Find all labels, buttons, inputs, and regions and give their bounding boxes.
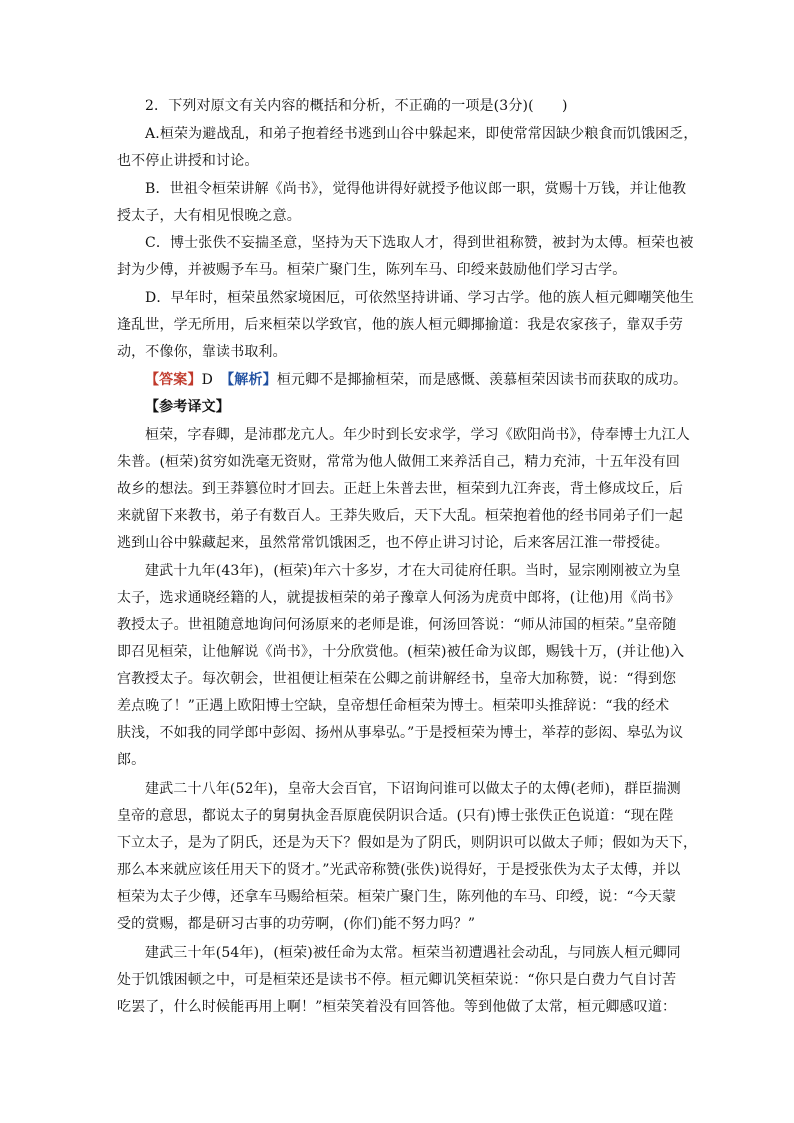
p3-line-6: 受的赏赐，都是研习古事的功劳啊，(你们)能不努力吗？” [117,916,476,932]
p3-line-2: 皇帝的意思，都说太子的舅舅执金吾原鹿侯阴识合适。(只有)博士张佚正色说道：“现在陛 [117,808,674,824]
option-b-line-2: 授太子，大有相见恨晚之意。 [117,208,301,224]
p1-line-2: 朱普。(桓荣)贫穷如洗毫无资财，常常为他人做佣工来养活自己，精力充沛，十五年没有回 [117,454,681,470]
answer-line [145,370,697,390]
p2-line-8: 郎。 [117,752,146,768]
p4-line-1: 建武三十年(54年)，(桓荣)被任命为太常。桓荣当初遭遇社会动乱，与同族人桓元卿同 [145,945,681,961]
option-d-line-2: 逢乱世，学无所用，后来桓荣以学致官，他的族人桓元卿揶揄道：我是农家孩子，靠双手劳 [117,317,683,333]
option-c-line-1: C．博士张佚不妄揣圣意，坚持为天下选取人才，得到世祖称赞，被封为太傅。桓荣也被 [145,235,694,251]
p1-line-1: 桓荣，字春卿，是沛郡龙亢人。年少时到长安求学，学习《欧阳尚书》，侍奉博士九江人 [145,427,690,443]
translation-heading: 【参考译文】 [145,399,230,415]
answer-value: D [201,372,213,388]
p4-line-2: 处于饥饿困顿之中，可是桓荣还是读书不停。桓元卿讥笑桓荣说：“你只是白费力气自讨苦 [117,972,677,988]
option-a-line-2: 也不停止讲授和讨论。 [117,153,259,169]
p1-line-5: 逃到山谷中躲藏起来，虽然常常饥饿困乏，也不停止讲习讨论，后来客居江淮一带授徒。 [117,535,669,551]
answer-tag: 【答案】 [145,372,202,388]
p1-line-3: 故乡的想法。到王莽篡位时才回去。正赶上朱普去世，桓荣到九江奔丧，背土修成坟丘，后 [117,481,683,497]
p2-line-7: 肤浅，不如我的同学郎中彭闳、扬州从事皋弘。”于是授桓荣为博士，举荐的彭闳、皋弘为议 [117,725,684,741]
question-stem: 2．下列对原文有关内容的概括和分析，不正确的一项是(3分)( ) [145,98,568,114]
p1-line-4: 来就留下来教书，弟子有数百人。王莽失败后，天下大乱。桓荣抱着他的经书同弟子们一起 [117,508,683,524]
p3-line-1: 建武二十八年(52年)，皇帝大会百官，下诏询问谁可以做太子的太傅(老师)，群臣揣测 [145,781,681,797]
p4-line-3: 吃罢了，什么时候能再用上啊！”桓荣笑着没有回答他。等到他做了太常，桓元卿感叹道： [117,999,677,1015]
p3-line-3: 下立太子，是为了阴氏，还是为天下？假如是为了阴氏，则阴识可以做太子师；假如为天下， [117,835,698,851]
p2-line-3: 教授太子。世祖随意地询问何汤原来的老师是谁，何汤回答说：“师从沛国的桓荣。”皇帝随 [117,617,677,633]
option-d-line-1: D．早年时，桓荣虽然家境困厄，可依然坚持讲诵、学习古学。他的族人桓元卿嘲笑他生 [145,290,695,306]
p2-line-6: 差点晚了！”正遇上欧阳博士空缺，皇帝想任命桓荣为博士。桓荣叩头推辞说：“我的经术 [117,698,670,714]
option-c-line-2: 封为少傅，并被赐予车马。桓荣广聚门生，陈列车马、印绶来鼓励他们学习古学。 [117,262,627,278]
option-b-line-1: B．世祖令桓荣讲解《尚书》，觉得他讲得好就授予他议郎一职，赏赐十万钱，并让他教 [145,181,687,197]
analysis-tag: 【解析】 [227,372,277,388]
p3-line-4: 那么本来就应该任用天下的贤才。”光武帝称赞(张佚)说得好，于是授张佚为太子太傅，并以 [117,862,681,878]
p2-line-1: 建武十九年(43年)，(桓荣)年六十多岁，才在大司徒府任职。当时，显宗刚刚被立为皇 [145,563,681,579]
p2-line-5: 宫教授太子。每次朝会，世祖便让桓荣在公卿之前讲解经书，皇帝大加称赞，说：“得到您 [117,671,677,687]
p2-line-2: 太子，选求通晓经籍的人，就提拔桓荣的弟子豫章人何汤为虎贲中郎将，(让他)用《尚书》 [117,590,681,606]
option-a-line-1: A.桓荣为避战乱，和弟子抱着经书逃到山谷中躲起来，即使常常因缺少粮食而饥饿困乏， [145,126,698,142]
p2-line-4: 即召见桓荣，让他解说《尚书》，十分欣赏他。(桓荣)被任命为议郎，赐钱十万，(并让他)入 [117,644,685,660]
option-d-line-3: 动，不像你，靠读书取利。 [117,344,287,360]
analysis-text: 桓元卿不是揶揄桓荣，而是感慨、羡慕桓荣因读书而获取的成功。 [276,372,688,388]
p3-line-5: 桓荣为太子少傅，还拿车马赐给桓荣。桓荣广聚门生，陈列他的车马、印绶，说：“今天蒙 [117,889,677,905]
